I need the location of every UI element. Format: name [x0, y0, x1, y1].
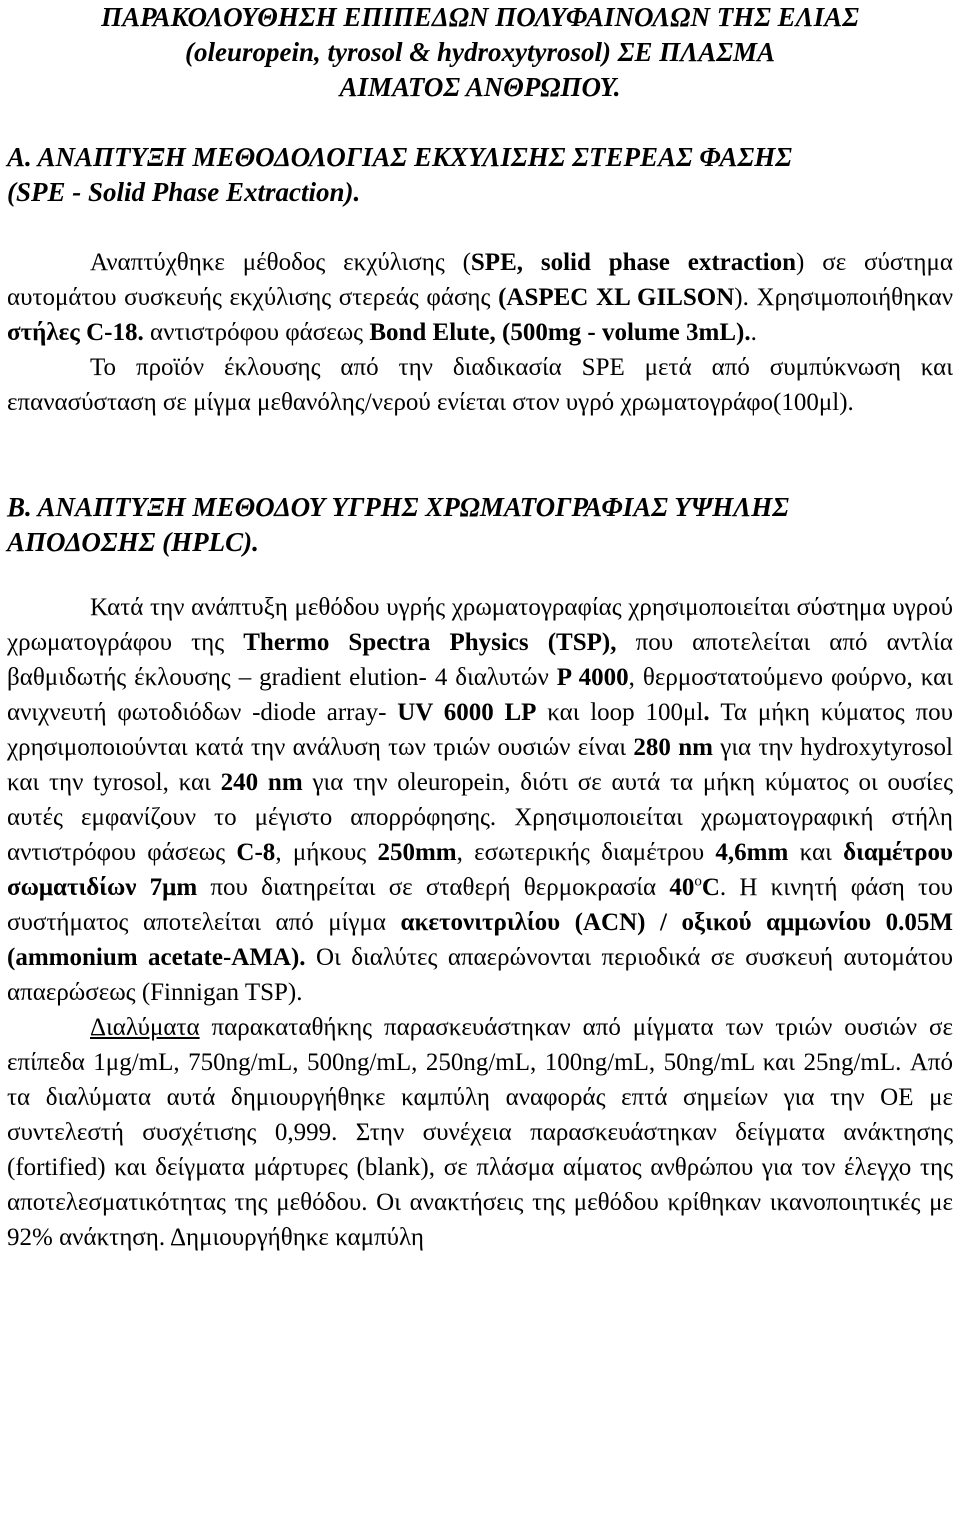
text-run: UV 6000 LP — [397, 699, 537, 726]
section-a-paragraph-2: Το προϊόν έκλουσης από την διαδικασία SPE μετά από συμπύκνωση και επανασύσταση σε μίγμα μεθανόλης/νερού ενίεται στον υγρό χρωματογράφο(100μl). — [7, 354, 953, 416]
text-run: για την hydroxytyrosol και την tyrosol, και — [7, 734, 953, 796]
text-run: . — [750, 319, 757, 346]
text-run: 250mm — [377, 839, 457, 866]
text-run: για την oleuropein, διότι σε αυτά τα μήκη κύματος οι ουσίες αυτές εμφανίζουν το μέγιστο απορρόφησης. Χρησιμοποιείται χρωματογραφική στήλη αντιστρόφου φάσεως — [7, 769, 954, 866]
text-run: στήλες C-18. — [7, 319, 144, 346]
text-run: Τα μήκη κύματος που χρησιμοποιούνται κατά την ανάλυση των τριών ουσιών είναι — [7, 699, 953, 761]
text-run: SPE, solid phase extraction — [470, 249, 797, 276]
text-run: που διατηρείται σε σταθερή θερμοκρασία — [197, 874, 670, 901]
title-line-1: ΠΑΡΑΚΟΛΟΥΘΗΣΗ ΕΠΙΠΕΔΩΝ ΠΟΛΥΦΑΙΝΟΛΩΝ ΤΗΣ ΕΛΙΑΣ — [101, 2, 859, 32]
section-b-heading-line-2: ΑΠΟΔΟΣΗΣ (HPLC). — [7, 527, 259, 557]
text-run: Αναπτύχθηκε μέθοδος εκχύλισης ( — [90, 249, 471, 276]
text-run: , μήκους — [275, 839, 378, 866]
text-run: ακετονιτριλίου (ACN) / οξικού αμμωνίου 0.05M (ammonium acetate-AMA). — [7, 909, 953, 971]
title-line-2: (oleuropein, tyrosol & hydroxytyrosol) ΣΕ ΠΛΑΣΜΑ — [185, 37, 775, 67]
text-run: . — [703, 699, 710, 726]
section-b-paragraph-1 — [7, 590, 953, 1010]
text-run: ). Χρησιμοποιήθηκαν — [734, 284, 953, 311]
text-run: 40 — [669, 874, 695, 901]
title-line-3: ΑΙΜΑΤΟΣ ΑΝΘΡΩΠΟΥ. — [339, 72, 621, 102]
section-a-heading-line-1: Α. ΑΝΑΠΤΥΞΗ ΜΕΘΟΔΟΛΟΓΙΑΣ ΕΚΧΥΛΙΣΗΣ ΣΤΕΡΕΑΣ ΦΑΣΗΣ — [7, 142, 792, 172]
text-run: o — [694, 873, 702, 890]
section-a-paragraph-1 — [7, 245, 953, 350]
text-run: , θερμοστατούμενο φούρνο, και ανιχνευτή φωτοδιόδων -diode array- — [7, 664, 953, 726]
text-run: και loop 100μl — [536, 699, 704, 726]
text-run: Thermo Spectra Physics (TSP), — [243, 629, 617, 656]
text-run: 240 nm — [220, 769, 303, 796]
text-run: Διαλύματα — [90, 1014, 200, 1041]
section-a-heading-line-2: (SPE - Solid Phase Extraction). — [7, 177, 361, 207]
text-run: 280 nm — [633, 734, 713, 761]
section-b-heading — [7, 490, 953, 560]
text-run: αντιστρόφου φάσεως — [143, 319, 370, 346]
text-run: Bond Elute, (500mg - volume 3mL). — [369, 319, 751, 346]
text-run: ) σε σύστημα αυτομάτου συσκευής εκχύλισης στερεάς φάσης — [7, 249, 953, 311]
text-run: και — [788, 839, 844, 866]
text-run: C-8 — [236, 839, 276, 866]
text-run: Κατά την ανάπτυξη μεθόδου υγρής χρωματογραφίας χρησιμοποιείται σύστημα υγρού χρωματογράφου της — [7, 594, 953, 656]
section-b-paragraph-2 — [7, 1010, 953, 1255]
section-b-heading-line-1: Β. ΑΝΑΠΤΥΞΗ ΜΕΘΟΔΟΥ ΥΓΡΗΣ ΧΡΩΜΑΤΟΓΡΑΦΙΑΣ ΥΨΗΛΗΣ — [7, 492, 790, 522]
text-run: , εσωτερικής διαμέτρου — [456, 839, 716, 866]
section-a-heading — [7, 140, 953, 210]
text-run: διαμέτρου σωματιδίων 7μm — [7, 839, 954, 901]
text-run: (ASPEC XL GILSON — [498, 284, 735, 311]
text-run: που αποτελείται από αντλία βαθμιδωτής έκλουσης – gradient elution- 4 διαλυτών — [7, 629, 953, 691]
text-run: C — [701, 874, 720, 901]
document-title — [7, 0, 953, 105]
text-run: P 4000 — [556, 664, 629, 691]
text-run: Οι διαλύτες απαερώνονται περιοδικά σε συσκευή αυτομάτου απαερώσεως (Finnigan TSP). — [7, 944, 953, 1006]
text-run: . Η κινητή φάση του συστήματος αποτελείται από μίγμα — [7, 874, 953, 936]
text-run: παρακαταθήκης παρασκευάστηκαν από μίγματα των τριών ουσιών σε επίπεδα 1μg/mL, 750ng/mL, 500ng/mL, 250ng/mL, 100ng/mL, 50ng/mL και 25ng/mL. Από τα διαλύματα αυτά δημιουργήθηκε καμπύλη αναφοράς επτά σημείων για την ΟΕ με συντελεστή συσχέτισης 0,999. Στην συνέχεια παρασκευάστηκαν δείγματα ανάκτησης (fortified) και δείγματα μάρτυρες (blank), σε πλάσμα αίματος ανθρώπου για τον έλεγχο της αποτελεσματικότητας της μεθόδου. Οι ανακτήσεις της μεθόδου κρίθηκαν ικανοποιητικές με 92% ανάκτηση. Δημιουργήθηκε καμπύλη — [7, 1014, 953, 1251]
text-run: 4,6mm — [715, 839, 789, 866]
